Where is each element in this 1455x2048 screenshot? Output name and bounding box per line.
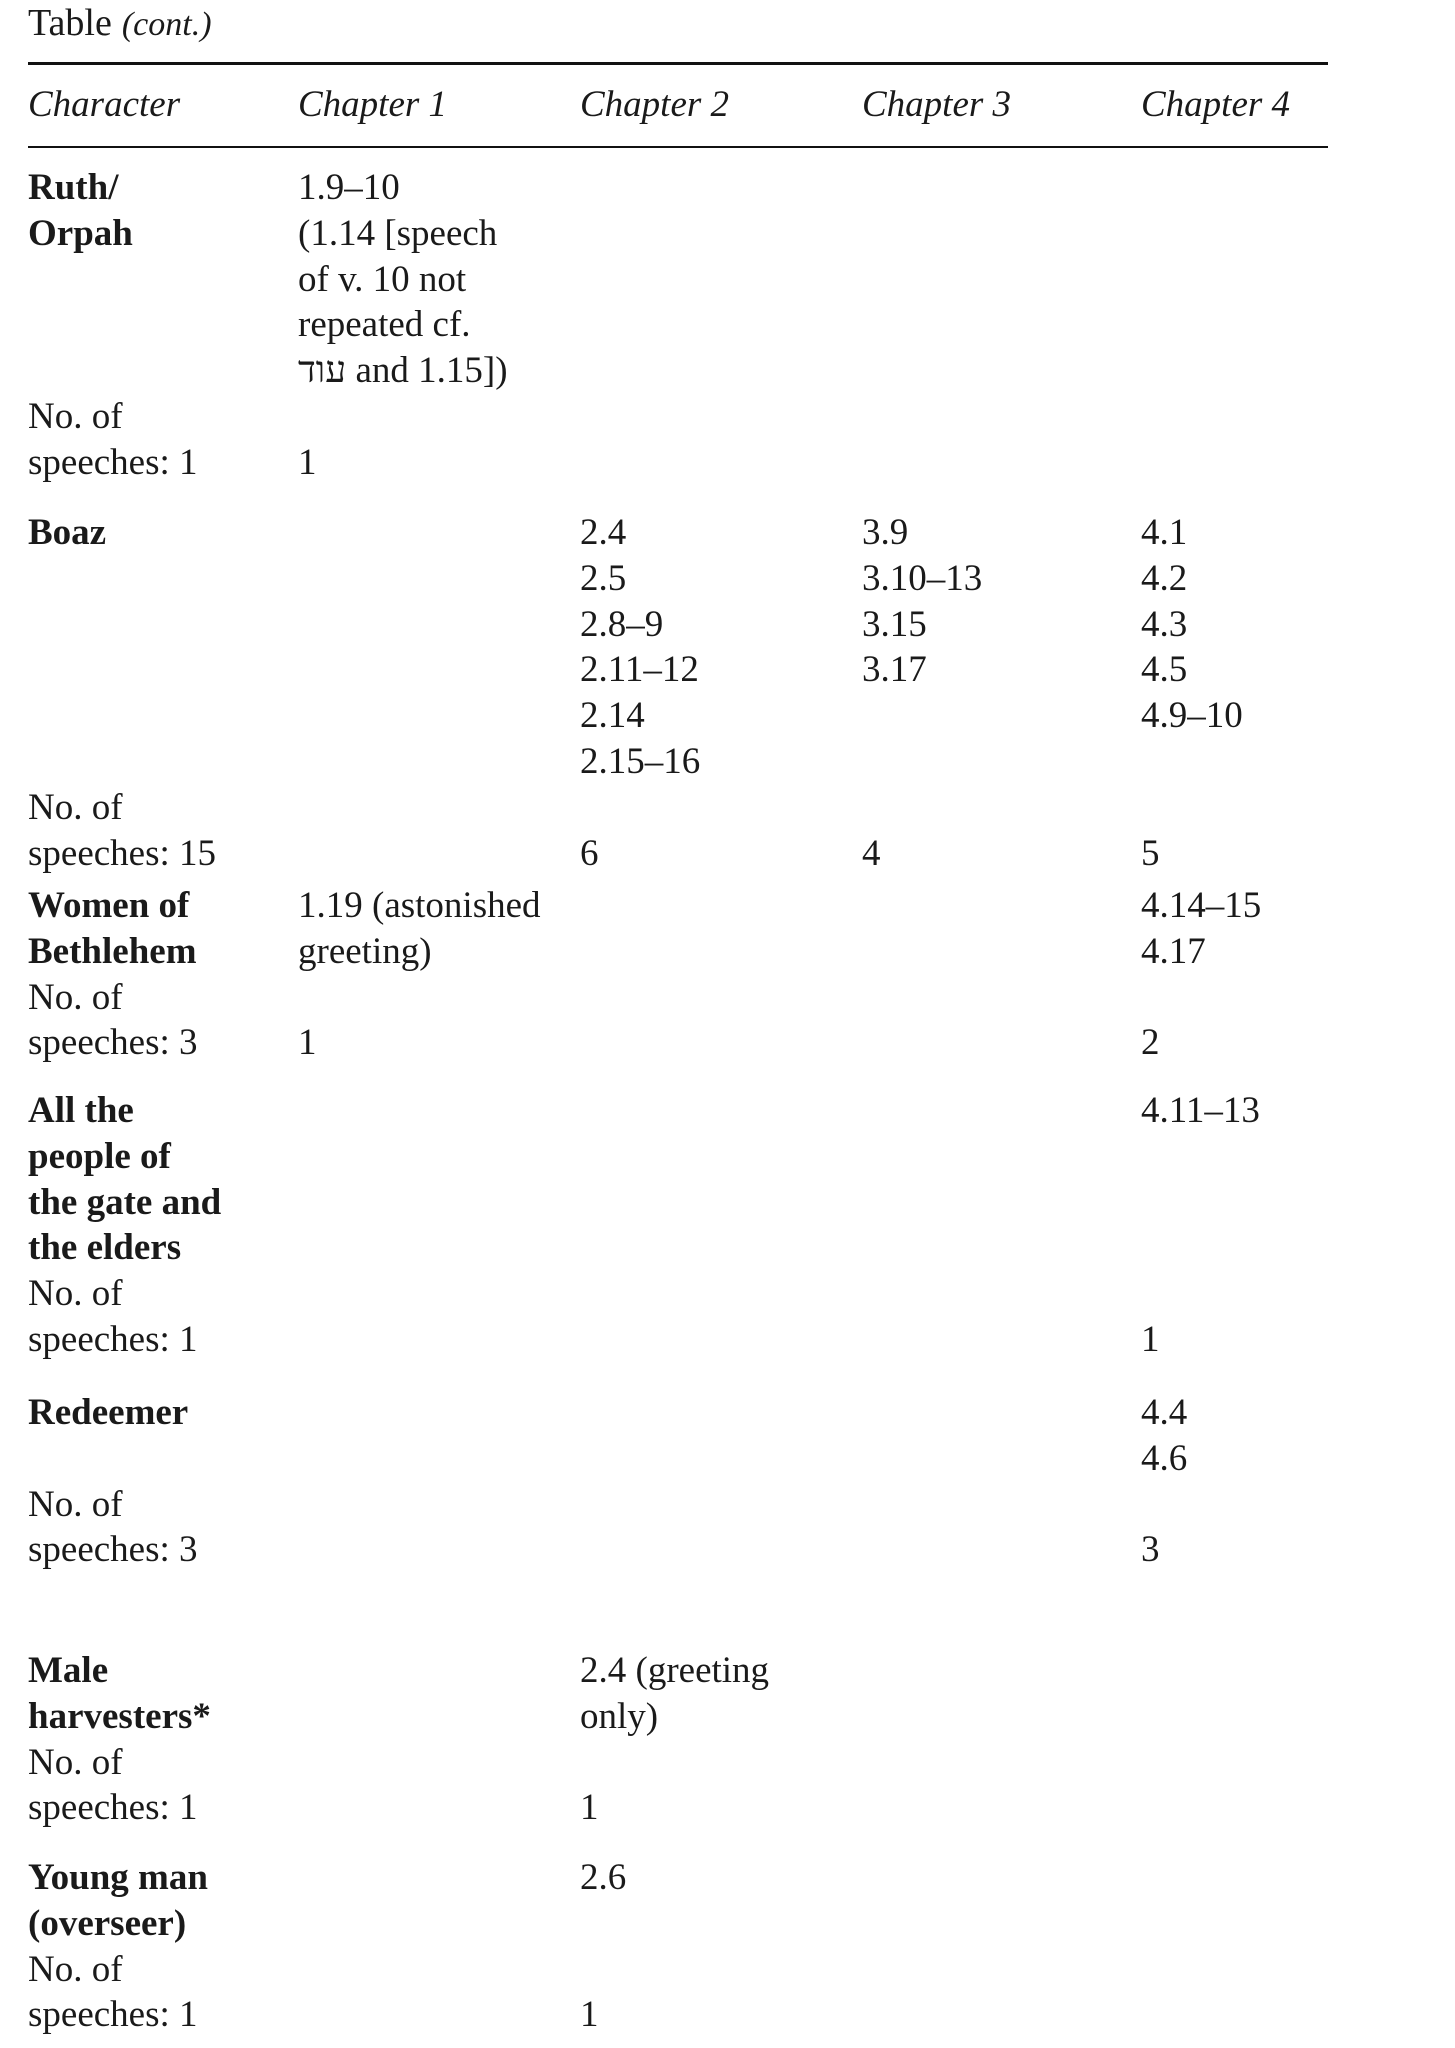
chapter-4-refs-line: 4.17: [1141, 930, 1206, 972]
character-name-line: Women of: [28, 885, 190, 926]
character-name: [28, 1088, 221, 1271]
chapter-3-refs-line: 3.10–13: [862, 557, 983, 599]
chapter-1-refs-line: (1.14 [speech: [298, 212, 498, 254]
chapter-1-refs-line: greeting): [298, 930, 432, 972]
speech-count-label-line: No. of: [28, 1741, 123, 1783]
chapter-2-count: 1: [580, 1994, 599, 2036]
chapter-2-count: 1: [580, 1787, 599, 1829]
caption-continued: (cont.): [121, 6, 212, 43]
speech-count-label-line: speeches: 15: [28, 832, 217, 874]
chapter-1-refs: [298, 165, 508, 394]
chapter-1-refs-line: of v. 10 not: [298, 258, 467, 300]
chapter-2-refs: [580, 510, 700, 785]
character-name-line: All the: [28, 1090, 134, 1131]
header-character: Character: [28, 84, 181, 125]
chapter-3-refs-line: 3.15: [862, 603, 927, 645]
chapter-2-refs-line: 2.8–9: [580, 603, 664, 645]
character-name: [28, 510, 106, 556]
chapter-1-refs-line: 1.9–10: [298, 167, 400, 208]
chapter-4-refs-line: 4.5: [1141, 649, 1188, 691]
chapter-2-refs: [580, 1855, 626, 1901]
top-rule: [28, 62, 1328, 65]
chapter-4-refs-line: 4.14–15: [1141, 885, 1262, 926]
character-name-line: Male: [28, 1650, 109, 1691]
chapter-4-refs-line: 4.1: [1141, 512, 1188, 553]
speech-count-label: [28, 1947, 198, 2039]
chapter-4-count: 5: [1141, 832, 1160, 874]
speech-count-label-line: No. of: [28, 976, 123, 1018]
chapter-4-refs-line: 4.11–13: [1141, 1090, 1260, 1131]
chapter-1-refs: [298, 883, 541, 975]
chapter-2-refs-line: 2.4: [580, 512, 627, 553]
chapter-2-refs-line: 2.15–16: [580, 740, 701, 782]
chapter-4-refs-line: 4.2: [1141, 557, 1188, 599]
chapter-1-refs-line: 1.19 (astonished: [298, 885, 541, 926]
character-name-line: Bethlehem: [28, 930, 197, 972]
speech-count-label-line: speeches: 1: [28, 1994, 198, 2036]
character-name: [28, 1855, 208, 1947]
character-name-line: Redeemer: [28, 1392, 189, 1433]
chapter-4-count: 3: [1141, 1529, 1160, 1571]
chapter-4-refs-line: 4.9–10: [1141, 695, 1243, 737]
chapter-4-refs-line: 4.3: [1141, 603, 1188, 645]
chapter-3-refs-line: 3.9: [862, 512, 909, 553]
chapter-4-refs: [1141, 1390, 1187, 1482]
speech-count-label: [28, 1482, 198, 1574]
chapter-2-refs-line: 2.5: [580, 557, 627, 599]
speech-count-label-line: No. of: [28, 1273, 123, 1315]
character-name-line: Ruth/: [28, 167, 119, 208]
character-name-line: Orpah: [28, 212, 133, 254]
character-name-line: the elders: [28, 1227, 182, 1269]
speech-count-label: [28, 394, 198, 486]
speech-count-label-line: No. of: [28, 1948, 123, 1990]
caption-label: Table: [28, 2, 112, 44]
chapter-4-refs: [1141, 510, 1243, 739]
speech-count-label-line: No. of: [28, 1483, 123, 1525]
speech-count-label-line: speeches: 1: [28, 441, 198, 483]
character-name: [28, 883, 197, 975]
speech-count-label: [28, 1740, 198, 1832]
chapter-2-refs-line: 2.4 (greeting: [580, 1650, 770, 1691]
character-name-line: Boaz: [28, 512, 107, 553]
chapter-2-refs-line: 2.14: [580, 695, 645, 737]
chapter-4-count: 2: [1141, 1022, 1160, 1064]
chapter-4-refs: [1141, 883, 1261, 975]
chapter-3-refs: [862, 510, 982, 693]
chapter-2-refs: [580, 1648, 769, 1740]
chapter-4-count: 1: [1141, 1319, 1160, 1360]
chapter-1-count: 1: [298, 441, 317, 483]
chapter-2-refs-line: 2.11–12: [580, 649, 699, 691]
speech-count-label: [28, 785, 216, 877]
header-chapter-4: Chapter 4: [1141, 84, 1291, 125]
chapter-1-refs-line: repeated cf.: [298, 304, 471, 346]
speech-count-label-line: speeches: 1: [28, 1318, 198, 1360]
chapter-2-count: 6: [580, 832, 599, 874]
character-name-line: people of: [28, 1135, 171, 1177]
character-name: [28, 1390, 188, 1436]
character-name-line: the gate and: [28, 1181, 222, 1223]
character-name-line: (overseer): [28, 1902, 187, 1944]
chapter-4-refs-line: 4.6: [1141, 1437, 1188, 1479]
header-chapter-3: Chapter 3: [862, 84, 1012, 125]
character-name: [28, 165, 133, 257]
character-name-line: harvesters*: [28, 1695, 211, 1737]
table-caption: [28, 0, 212, 48]
speech-count-label: [28, 1271, 198, 1363]
header-rule: [28, 146, 1328, 148]
speech-count-label-line: speeches: 3: [28, 1022, 198, 1064]
chapter-3-refs-line: 3.17: [862, 649, 927, 691]
document-page: [28, 0, 1348, 2048]
chapter-1-count: 1: [298, 1022, 317, 1064]
chapter-2-refs-line: 2.6: [580, 1857, 627, 1898]
character-name: [28, 1648, 211, 1740]
speech-count-label-line: No. of: [28, 396, 123, 437]
header-chapter-1: Chapter 1: [298, 84, 448, 125]
chapter-2-refs-line: only): [580, 1695, 659, 1737]
speech-count-label-line: speeches: 1: [28, 1787, 198, 1829]
header-chapter-2: Chapter 2: [580, 84, 730, 125]
chapter-4-refs: [1141, 1088, 1260, 1134]
chapter-1-refs-line: עוד and 1.15]): [298, 350, 508, 392]
chapter-4-refs-line: 4.4: [1141, 1392, 1188, 1433]
speech-count-label-line: speeches: 3: [28, 1529, 198, 1571]
speech-count-label-line: No. of: [28, 786, 123, 828]
character-name-line: Young man: [28, 1857, 208, 1898]
speech-count-label: [28, 975, 198, 1067]
chapter-3-count: 4: [862, 832, 881, 874]
